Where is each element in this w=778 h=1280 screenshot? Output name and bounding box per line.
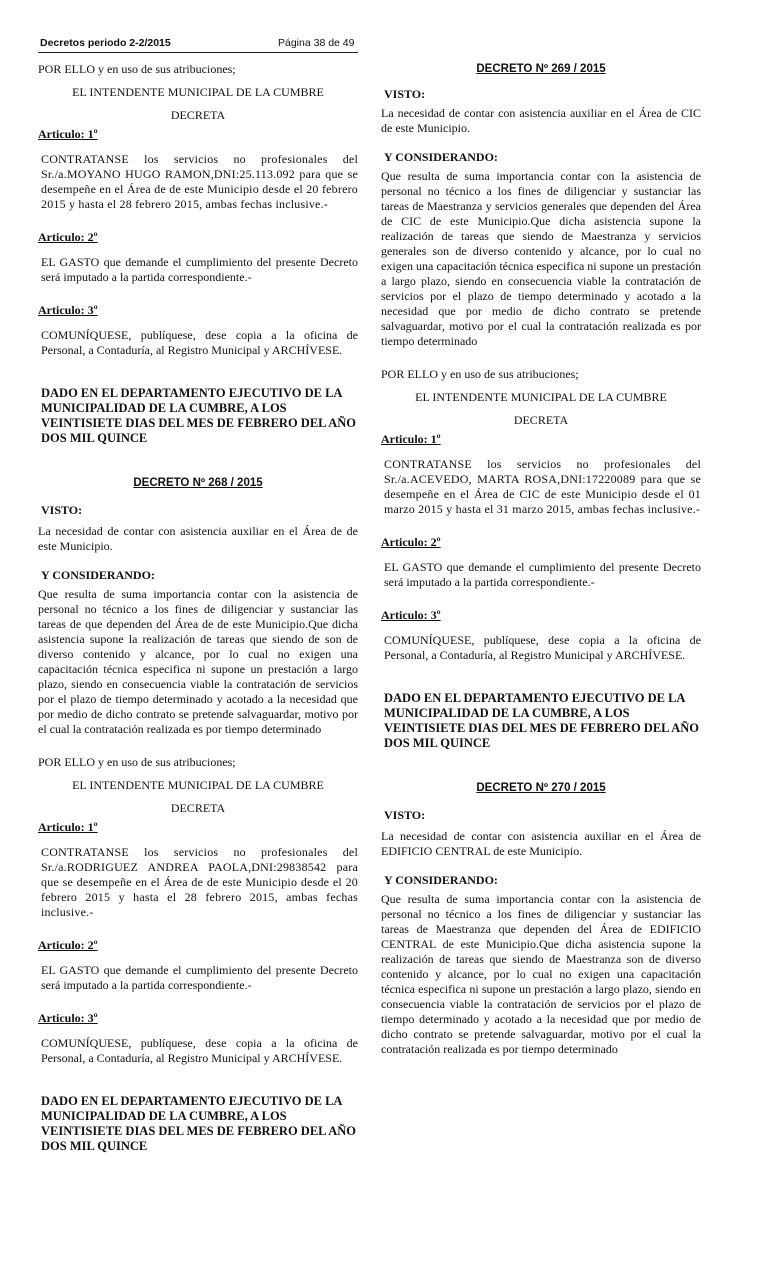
- decree-269-article-3-heading: Articulo: 3º: [381, 608, 441, 622]
- decree-270-visto-text: La necesidad de contar con asistencia auxiliar en el Área de EDIFICIO CENTRAL de este Municipio.: [381, 829, 701, 858]
- decree-269-title: DECRETO Nº 269 / 2015: [476, 63, 606, 75]
- decree-270-visto-label: VISTO:: [384, 808, 426, 822]
- decree-269-visto-label: VISTO:: [384, 87, 426, 101]
- decree-268-intendente: EL INTENDENTE MUNICIPAL DE LA CUMBRE: [72, 778, 324, 792]
- decree-270-considerando-label: Y CONSIDERANDO:: [384, 873, 498, 887]
- right-column: [381, 62, 701, 1057]
- decree-269-considerando-label: Y CONSIDERANDO:: [384, 150, 498, 164]
- dado-closing: DADO EN EL DEPARTAMENTO EJECUTIVO DE LA MUNICIPALIDAD DE LA CUMBRE, A LOS VEINTISIETE DIAS DEL MES DE FEBRERO DEL AÑO DOS MIL QUINCE: [41, 386, 357, 445]
- article-2-text: EL GASTO que demande el cumplimiento del presente Decreto será imputado a la partida correspondiente.-: [41, 255, 358, 284]
- decree-268-por-ello: POR ELLO y en uso de sus atribuciones;: [38, 755, 236, 769]
- por-ello: POR ELLO y en uso de sus atribuciones;: [38, 62, 236, 76]
- decree-269-considerando-text: Que resulta de suma importancia contar con la asistencia de personal no técnico a los fines de diligenciar y sustanciar las tareas de Maestranza y servicios generales que dependen del Área de CIC de este Municipio.Que dicha asistencia supone la realización de tareas que siendo de Maestranza y servicios generales son de diverso contenido y alcance, por lo cual no exigen una capacitación técnica especifica ni supone un prestación a largo plazo, siendo en consecuencia viable la contratación de servicios por el plazo de tiempo determinado y acotado a la necesidad que por medio de dicho contrato se pretende salvaguardar, motivo por el cual la contratación realizada es por tiempo determinado: [381, 169, 701, 348]
- article-1-heading: Articulo: 1º: [38, 127, 98, 141]
- decree-268-article-1-heading: Articulo: 1º: [38, 820, 98, 834]
- decree-268-considerando-text: Que resulta de suma importancia contar con la asistencia de personal no técnico a los fines de diligenciar y sustanciar las tareas de que dependen del Área de de este Municipio.Que dicha asistencia supone la realización de tareas que siendo de son de diverso contenido y alcance, por lo cual no exigen una capacitación técnica especifica ni supone un prestación a largo plazo, siendo en consecuencia viable la contratación de servicios por el plazo de tiempo determinado y acotado a la necesidad que por medio de dicho contrato se pretende salvaguardar, motivo por el cual la contratación realizada es por tiempo determinado: [38, 587, 358, 736]
- decree-268-article-2-text: EL GASTO que demande el cumplimiento del presente Decreto será imputado a la partida correspondiente.-: [41, 963, 358, 992]
- decree-269-visto-text: La necesidad de contar con asistencia auxiliar en el Área de CIC de este Municipio.: [381, 106, 701, 135]
- decree-269-article-2-heading: Articulo: 2º: [381, 535, 441, 549]
- header-period: Decretos periodo 2-2/2015: [40, 37, 171, 49]
- article-3-heading: Articulo: 3º: [38, 303, 98, 317]
- decree-268-decreta: DECRETA: [170, 801, 226, 815]
- decree-268-article-1-text: CONTRATANSE los servicios no profesionales del Sr./a.RODRIGUEZ ANDREA PAOLA,DNI:29838542 para que se desempeñe en el Área de de este Municipio desde el 20 febrero 2015 y hasta el 28 febrero 2015, ambas fechas inclusive.-: [41, 845, 358, 919]
- decree-269-intendente: EL INTENDENTE MUNICIPAL DE LA CUMBRE: [415, 390, 667, 404]
- decree-268-visto-text: La necesidad de contar con asistencia auxiliar en el Área de de este Municipio.: [38, 524, 358, 553]
- page-header: [38, 34, 358, 53]
- decreta: DECRETA: [170, 108, 226, 122]
- decree-270-title: DECRETO Nº 270 / 2015: [476, 782, 606, 794]
- decree-269-article-2-text: EL GASTO que demande el cumplimiento del presente Decreto será imputado a la partida correspondiente.-: [384, 560, 701, 589]
- decree-269-dado-closing: DADO EN EL DEPARTAMENTO EJECUTIVO DE LA MUNICIPALIDAD DE LA CUMBRE, A LOS VEINTISIETE DIAS DEL MES DE FEBRERO DEL AÑO DOS MIL QUINCE: [384, 691, 700, 750]
- decree-269-decreta: DECRETA: [513, 413, 569, 427]
- header-page-number: Página 38 de 49: [278, 37, 355, 49]
- intendente: EL INTENDENTE MUNICIPAL DE LA CUMBRE: [72, 85, 324, 99]
- decree-269-article-1-heading: Articulo: 1º: [381, 432, 441, 446]
- article-2-heading: Articulo: 2º: [38, 230, 98, 244]
- decree-269-article-1-text: CONTRATANSE los servicios no profesionales del Sr./a.ACEVEDO, MARTA ROSA,DNI:17220089 para que se desempeñe en el Área de CIC de este Municipio desde el 01 marzo 2015 y hasta el 31 marzo 2015, ambas fechas inclusive.-: [384, 457, 701, 516]
- decree-268-article-3-heading: Articulo: 3º: [38, 1011, 98, 1025]
- decree-268-article-2-heading: Articulo: 2º: [38, 938, 98, 952]
- article-1-text: CONTRATANSE los servicios no profesionales del Sr./a.MOYANO HUGO RAMON,DNI:25.113.092 para que se desempeñe en el Área de de este Municipio desde el 20 febrero 2015 y hasta el 28 febrero 2015, ambas fechas inclusive.-: [41, 152, 358, 211]
- decree-268-dado-closing: DADO EN EL DEPARTAMENTO EJECUTIVO DE LA MUNICIPALIDAD DE LA CUMBRE, A LOS VEINTISIETE DIAS DEL MES DE FEBRERO DEL AÑO DOS MIL QUINCE: [41, 1094, 357, 1153]
- decree-268-considerando-label: Y CONSIDERANDO:: [41, 568, 155, 582]
- left-column: [38, 62, 358, 1154]
- decree-268-visto-label: VISTO:: [41, 503, 83, 517]
- decree-270-considerando-text: Que resulta de suma importancia contar con la asistencia de personal no técnico a los fines de diligenciar y sustanciar las tareas de Maestranza que dependen del Área de EDIFICIO CENTRAL de este Municipio.Que dicha asistencia supone la realización de tareas que siendo de Maestranza son de diverso contenido y alcance, por lo cual no exigen una capacitación técnica especifica ni supone un prestación a largo plazo, siendo en consecuencia viable la contratación de servicios por el plazo de tiempo determinado y acotado a la necesidad que por medio de dicho contrato se pretende salvaguardar, motivo por el cual la contratación realizada es por tiempo determinado: [381, 892, 701, 1056]
- decree-268-article-3-text: COMUNÍQUESE, publíquese, dese copia a la oficina de Personal, a Contaduría, al Registro Municipal y ARCHÍVESE.: [41, 1036, 358, 1065]
- decree-269-por-ello: POR ELLO y en uso de sus atribuciones;: [381, 367, 579, 381]
- article-3-text: COMUNÍQUESE, publíquese, dese copia a la oficina de Personal, a Contaduría, al Registro Municipal y ARCHÍVESE.: [41, 328, 358, 357]
- decree-268-title: DECRETO Nº 268 / 2015: [133, 477, 263, 489]
- decree-269-article-3-text: COMUNÍQUESE, publíquese, dese copia a la oficina de Personal, a Contaduría, al Registro Municipal y ARCHÍVESE.: [384, 633, 701, 662]
